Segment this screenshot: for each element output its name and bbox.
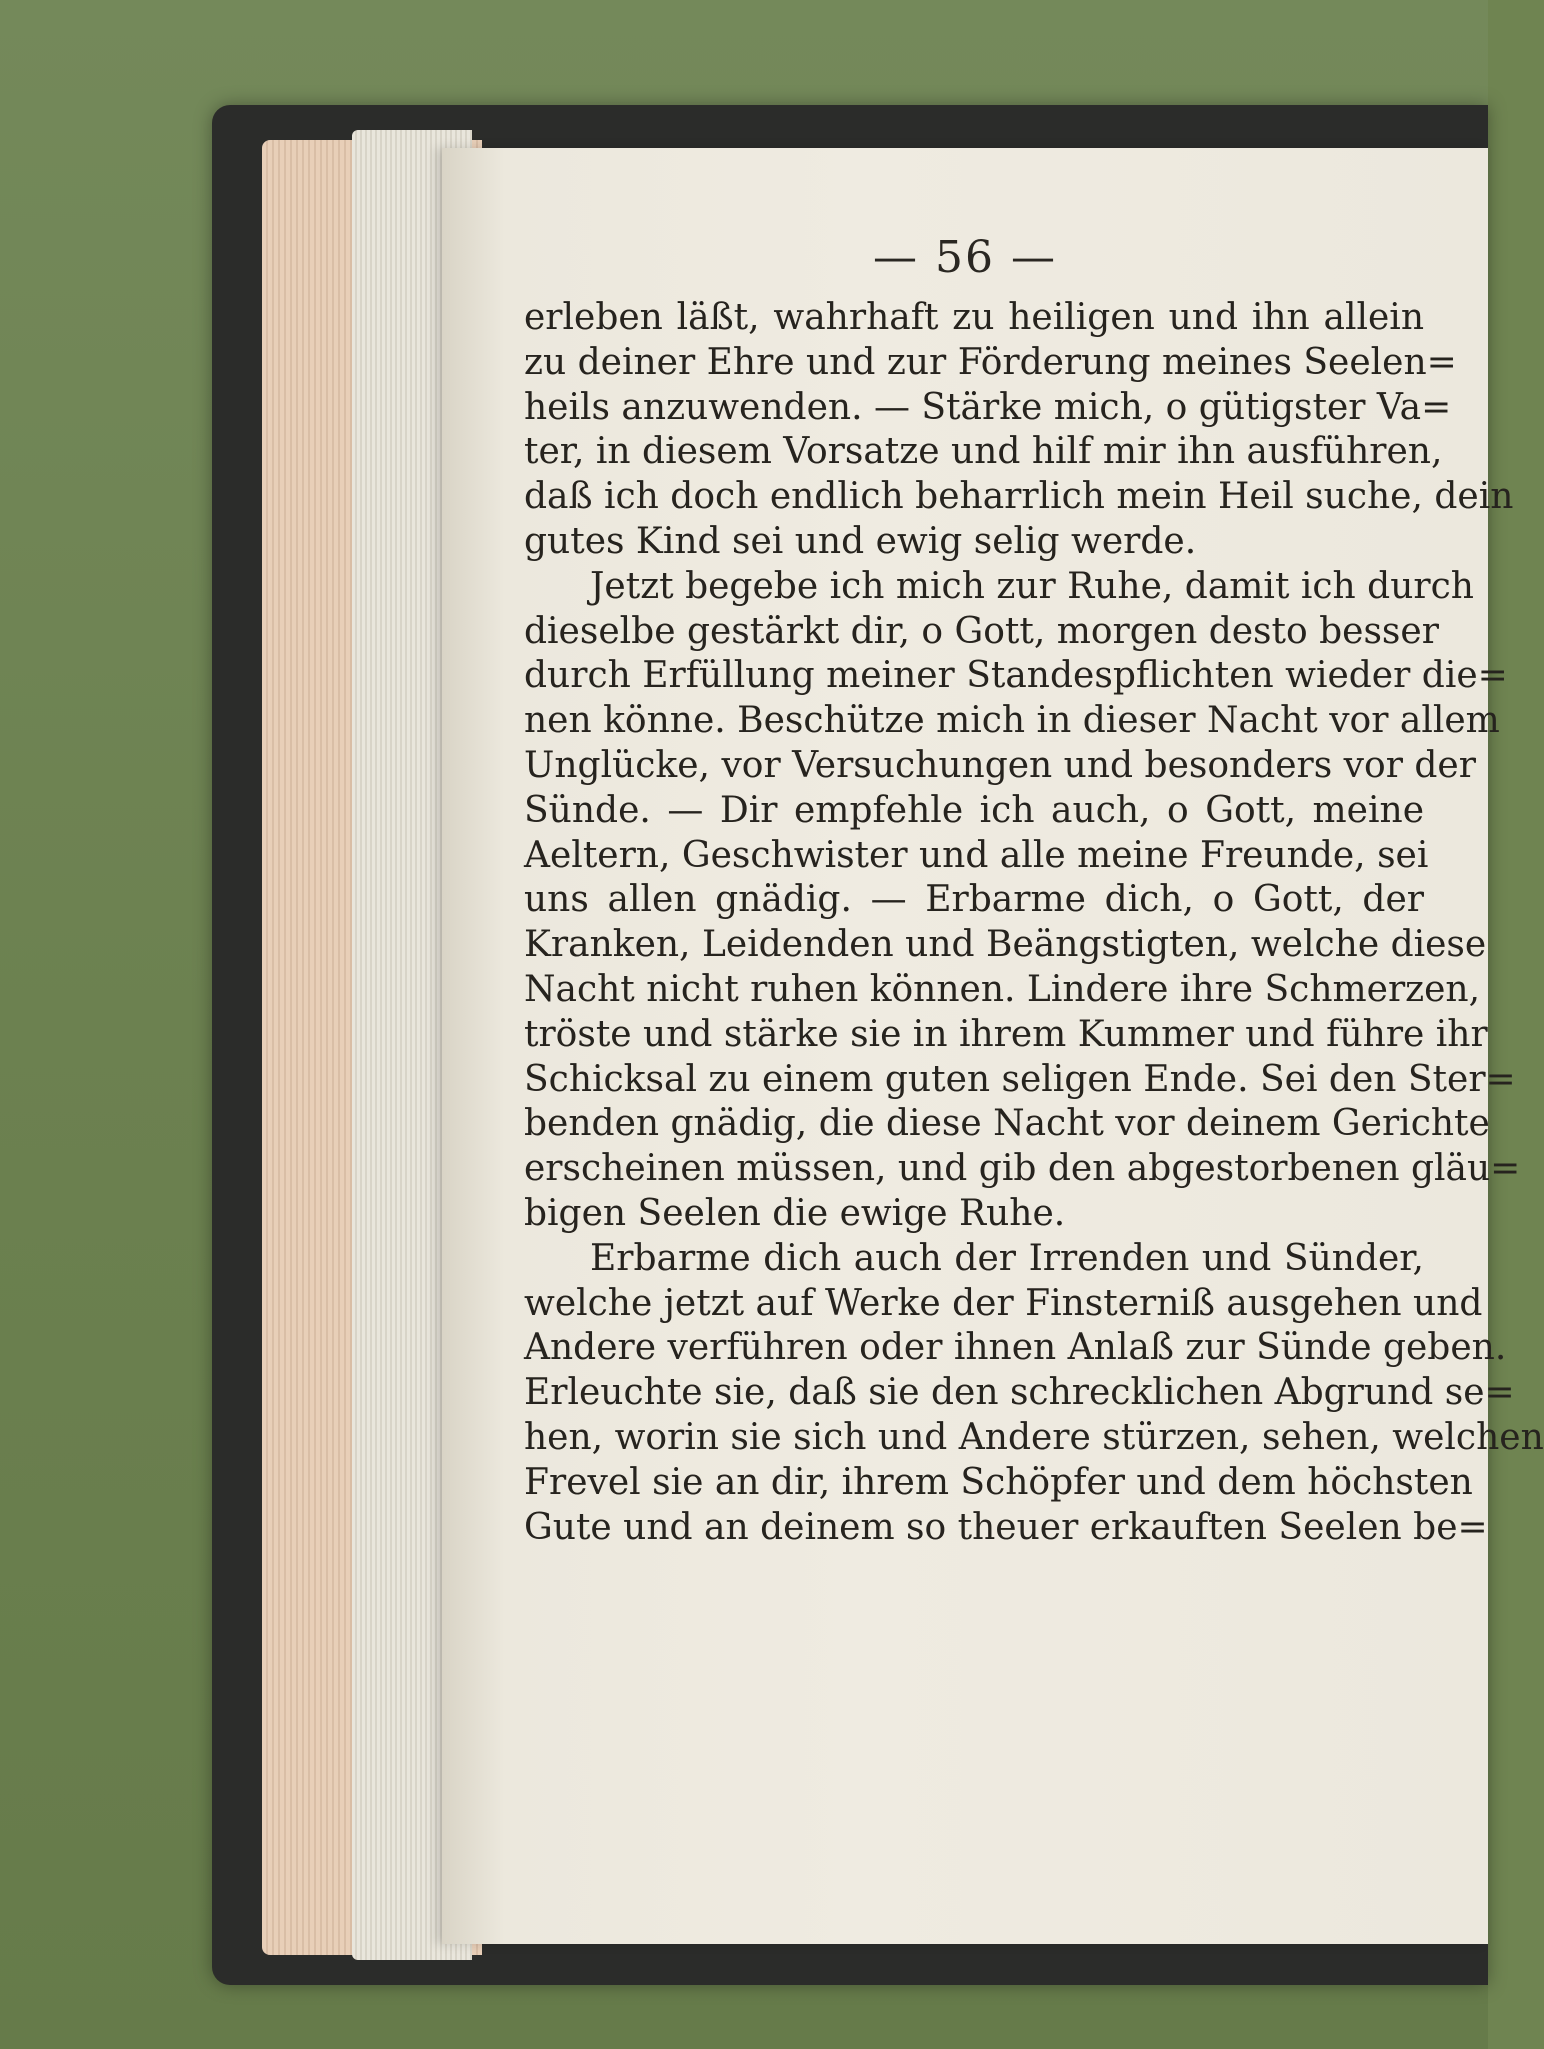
text-line: Unglücke, vor Versuchungen und besonders vor der [524,744,1476,786]
text-line: Erleuchte sie, daß sie den schrecklichen Abgrund se= [524,1372,1515,1414]
text-line: hen, worin sie sich und Andere stürzen, sehen, welchen [524,1416,1544,1458]
text-line: dieselbe gestärkt dir, o Gott, morgen desto besser [524,610,1439,652]
text-line: Frevel sie an dir, ihrem Schöpfer und dem höchsten [524,1461,1473,1503]
text-line: Erbarme dich auch der Irrenden und Sünder, [590,1237,1424,1279]
text-line: Nacht nicht ruhen können. Lindere ihre Schmerzen, [524,968,1481,1010]
text-line: erscheinen müssen, und gib den abgestorbenen gläu= [524,1148,1521,1190]
text-line: zu deiner Ehre und zur Förderung meines Seelen= [524,341,1457,383]
text-line: Sünde. — Dir empfehle ich auch, o Gott, meine [524,789,1424,831]
text-line: Andere verführen oder ihnen Anlaß zur Sünde geben. [524,1327,1507,1369]
text-line: benden gnädig, die diese Nacht vor deinem Gerichte [524,1103,1490,1145]
text-line: daß ich doch endlich beharrlich mein Heil suche, dein [524,476,1514,518]
text-line: heils anzuwenden. — Stärke mich, o gütigster Va= [524,386,1452,428]
text-line: Gute und an deinem so theuer erkauften Seelen be= [524,1506,1488,1548]
text-line: gutes Kind sei und ewig selig werde. [524,520,1197,562]
text-line: uns allen gnädig. — Erbarme dich, o Gott, der [524,879,1424,921]
text-line: erleben läßt, wahrhaft zu heiligen und ihn allein [524,297,1424,338]
text-line: Schicksal zu einem guten seligen Ende. Sei den Ster= [524,1058,1516,1100]
text-line: nen könne. Beschütze mich in dieser Nacht vor allem [524,700,1500,742]
text-line: tröste und stärke sie in ihrem Kummer und führe ihr [524,1013,1488,1055]
page-number: — 56 — [873,232,1057,283]
page-text [524,296,1544,1550]
text-line: bigen Seelen die ewige Ruhe. [524,1192,1066,1234]
text-line: Aeltern, Geschwister und alle meine Freunde, sei [524,834,1429,876]
text-line: Jetzt begebe ich mich zur Ruhe, damit ich durch [590,565,1474,607]
book-page [442,148,1544,1944]
text-line: Kranken, Leidenden und Beängstigten, welche diese [524,924,1487,966]
text-line: welche jetzt auf Werke der Finsterniß ausgehen und [524,1282,1483,1324]
text-line: ter, in diesem Vorsatze und hilf mir ihn ausführen, [524,431,1443,473]
text-line: durch Erfüllung meiner Standespflichten wieder die= [524,655,1508,697]
